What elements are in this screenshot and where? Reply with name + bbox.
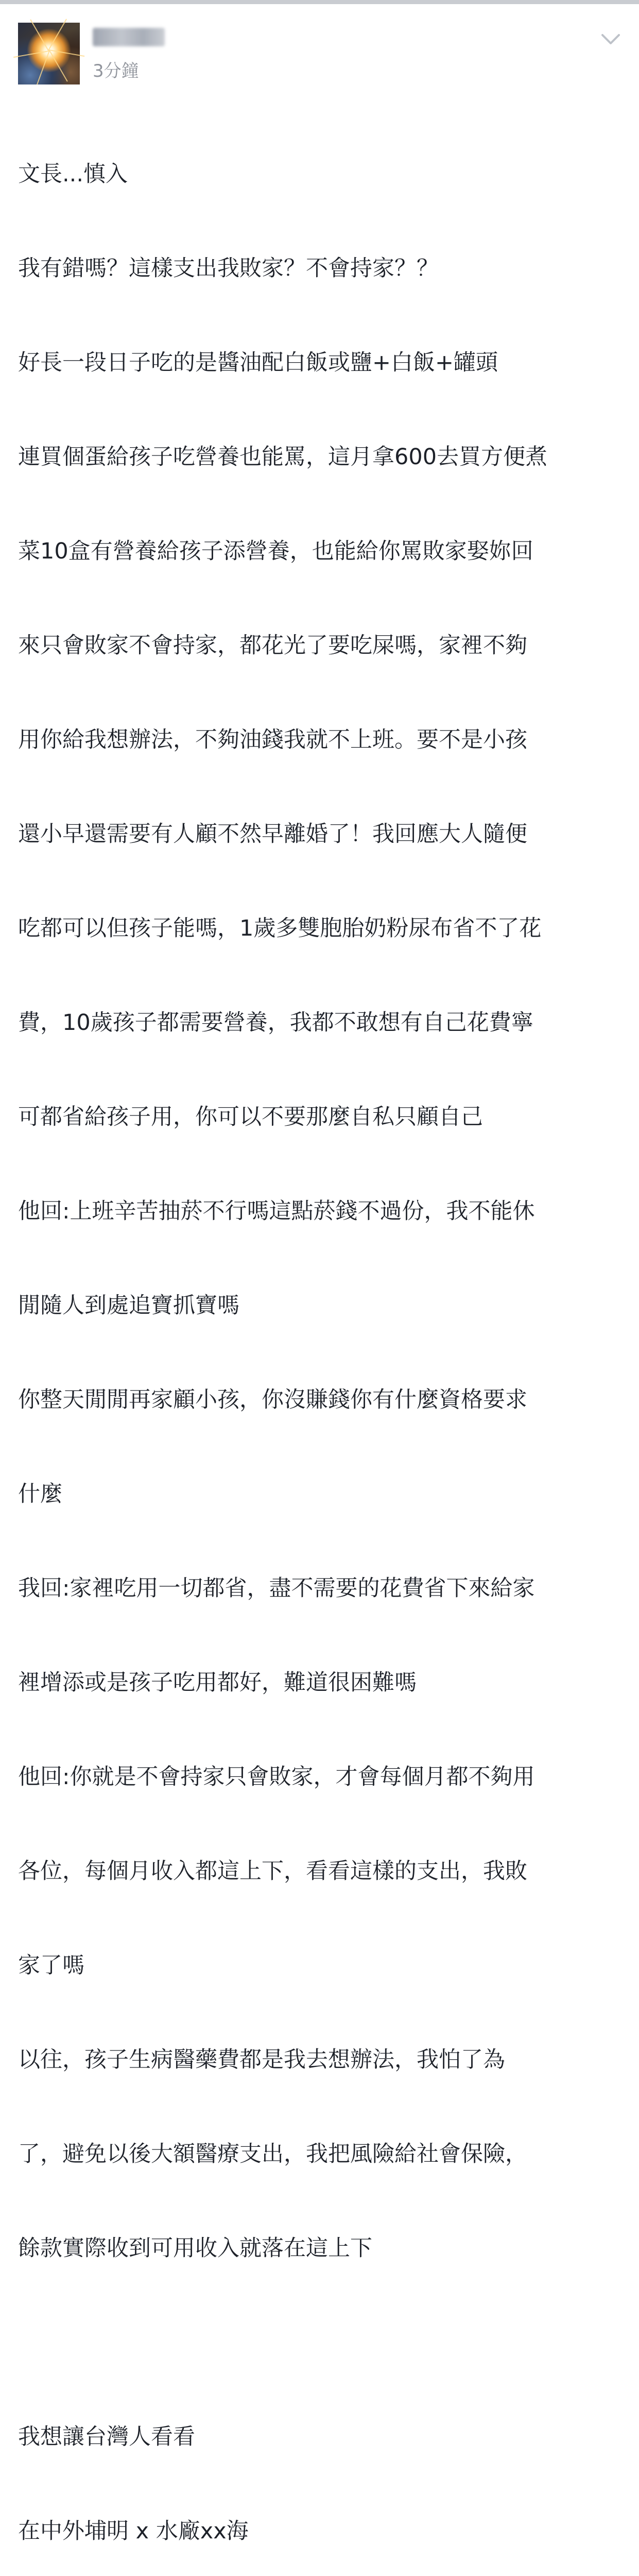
post-line: 好長一段日子吃的是醬油配白飯或鹽+白飯+罐頭 [18, 350, 498, 376]
post-line: 吃都可以但孩子能嗎，1歲多雙胞胎奶粉尿布省不了花 [18, 916, 542, 941]
spark-decoration [37, 50, 50, 84]
post-line [18, 2327, 626, 2359]
post-line: 還小早還需要有人顧不然早離婚了！我回應大人隨便 [18, 821, 527, 847]
post-line: 我有錯嗎？這樣支出我敗家？不會持家？？ [18, 256, 439, 281]
post-line: 裡增添或是孩子吃用都好，難道很困難嗎 [18, 1670, 417, 1696]
facebook-post [0, 4, 639, 2544]
top-divider [0, 0, 639, 4]
chevron-down-icon[interactable] [600, 32, 621, 46]
post-line: 以往，孩子生病醫藥費都是我去想辦法，我怕了為 [18, 2047, 505, 2073]
post-line: 菜10盒有營養給孩子添營養，也能給你罵敗家娶妳回 [18, 538, 533, 564]
post-line: 了，避免以後大額醫療支出，我把風險給社會保險， [18, 2141, 527, 2167]
spark-decoration [49, 50, 68, 82]
spark-decoration [49, 49, 84, 57]
post-body [18, 96, 626, 2576]
post-line: 在中外埔明 x 水廠xx海 [18, 2518, 249, 2544]
post-line: 家了嗎 [18, 1953, 84, 1978]
post-line: 餘款實際收到可用收入就落在這上下 [18, 2235, 372, 2261]
post-line: 來只會敗家不會持家，都花光了要吃屎嗎，家裡不夠 [18, 633, 527, 658]
post-line: 各位，每個月收入都這上下，看看這樣的支出，我敗 [18, 1858, 527, 1884]
post-line: 閒隨人到處追寶抓寶嗎 [18, 1293, 239, 1318]
post-timestamp[interactable]: 3分鐘 [93, 61, 139, 81]
post-line: 我想讓台灣人看看 [18, 2424, 195, 2450]
post-line: 什麼 [18, 1481, 62, 1507]
post-line: 我回:家裡吃用一切都省，盡不需要的花費省下來給家 [18, 1575, 535, 1601]
post-line: 他回:上班辛苦抽菸不行嗎這點菸錢不過份，我不能休 [18, 1198, 535, 1224]
post-line: 連買個蛋給孩子吃營養也能罵，這月拿600去買方便煮 [18, 444, 548, 470]
author-name-blurred[interactable] [93, 28, 165, 46]
post-line: 文長...慎入 [18, 161, 128, 187]
avatar[interactable] [18, 23, 80, 84]
post-line: 費，10歲孩子都需要營養，我都不敢想有自己花費寧 [18, 1010, 533, 1036]
post-line: 你整天閒閒再家顧小孩，你沒賺錢你有什麼資格要求 [18, 1387, 527, 1413]
post-line: 他回:你就是不會持家只會敗家，才會每個月都不夠用 [18, 1764, 535, 1790]
spark-decoration [30, 19, 49, 51]
post-line: 可都省給孩子用，你可以不要那麼自私只顧自己 [18, 1104, 483, 1130]
spark-decoration [48, 19, 67, 50]
spark-decoration [13, 50, 49, 58]
post-line: 用你給我想辦法，不夠油錢我就不上班。要不是小孩 [18, 727, 527, 753]
